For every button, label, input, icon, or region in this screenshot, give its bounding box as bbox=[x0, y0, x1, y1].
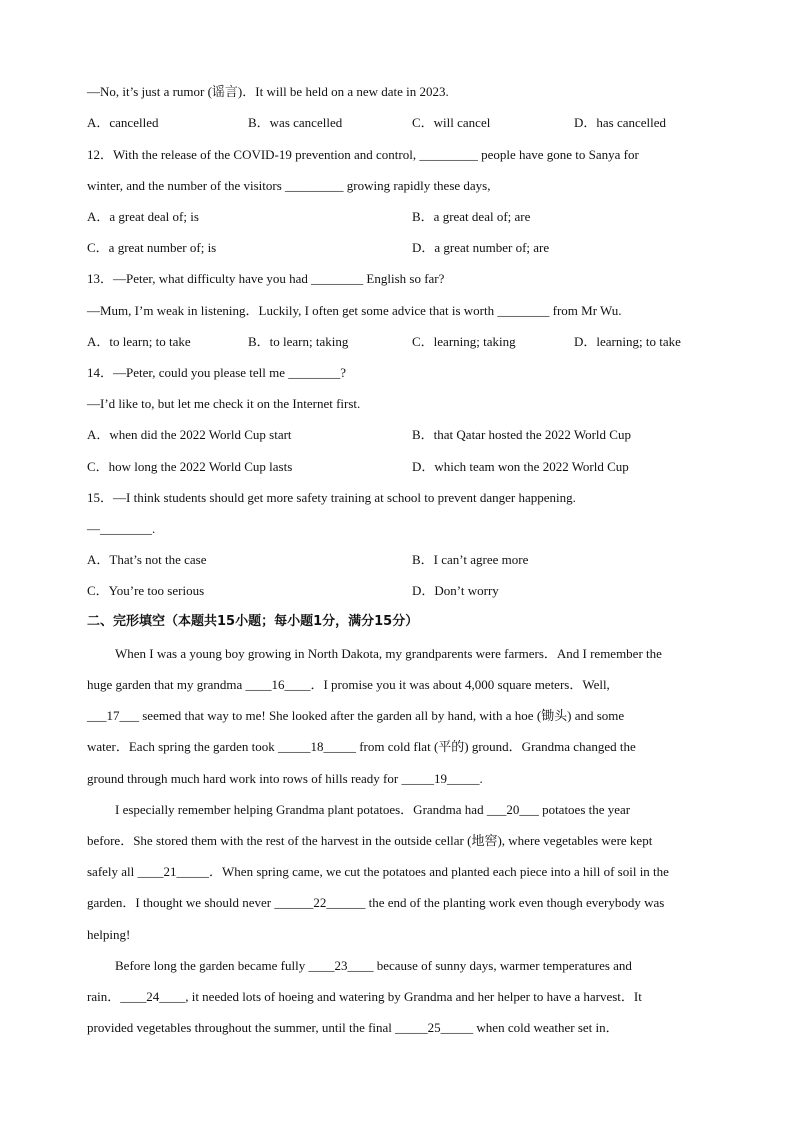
question-15-stem: 15．—I think students should get more safety training at school to prevent danger happening. bbox=[87, 490, 576, 505]
q13-option-d: D．learning; to take bbox=[574, 334, 681, 349]
q12-option-d: D．a great number of; are bbox=[412, 240, 550, 255]
passage-line: helping! bbox=[87, 927, 131, 942]
passage-line: Before long the garden became fully ____23____ because of sunny days, warmer temperatures and bbox=[115, 958, 632, 973]
question-13-stem: 13．—Peter, what difficulty have you had ________ English so far? bbox=[87, 271, 445, 286]
q14-option-c: C．how long the 2022 World Cup lasts bbox=[87, 459, 293, 474]
q11-option-a: A．cancelled bbox=[87, 115, 159, 130]
question-11-answer-line: —No, it’s just a rumor (谣言)．It will be held on a new date in 2023. bbox=[87, 84, 449, 99]
q14-option-a: A．when did the 2022 World Cup start bbox=[87, 427, 292, 442]
section-title-cloze: 二、完形填空（本题共15小题；每小题1分，满分15分） bbox=[87, 614, 419, 629]
passage-line: rain．____24____, it needed lots of hoeing and watering by Grandma and her helper to have a harvest．It bbox=[87, 989, 642, 1004]
question-14-stem: 14．—Peter, could you please tell me ________? bbox=[87, 365, 347, 380]
passage-line: water．Each spring the garden took _____18_____ from cold flat (平的) ground．Grandma changed the bbox=[87, 739, 636, 754]
question-12-stem: 12．With the release of the COVID-19 prevention and control, _________ people have gone to Sanya for bbox=[87, 147, 639, 162]
q13-option-a: A．to learn; to take bbox=[87, 334, 191, 349]
passage-line: provided vegetables throughout the summer, until the final _____25_____ when cold weather set in． bbox=[87, 1020, 619, 1035]
q11-option-b: B．was cancelled bbox=[248, 115, 343, 130]
q12-option-b: B．a great deal of; are bbox=[412, 209, 531, 224]
passage-line: ___17___ seemed that way to me! She looked after the garden all by hand, with a hoe (锄头) and some bbox=[87, 708, 625, 723]
q13-option-b: B．to learn; taking bbox=[248, 334, 349, 349]
q15-option-a: A．That’s not the case bbox=[87, 552, 207, 567]
q15-option-d: D．Don’t worry bbox=[412, 583, 499, 598]
q15-option-c: C．You’re too serious bbox=[87, 583, 205, 598]
q12-option-a: A．a great deal of; is bbox=[87, 209, 199, 224]
question-12-stem-cont: winter, and the number of the visitors _________ growing rapidly these days, bbox=[87, 178, 491, 193]
question-14-stem-cont: —I’d like to, but let me check it on the Internet first. bbox=[87, 396, 361, 411]
passage-line: garden．I thought we should never ______22______ the end of the planting work even though everybody was bbox=[87, 895, 665, 910]
question-13-stem-cont: —Mum, I’m weak in listening．Luckily, I often get some advice that is worth ________ from Mr Wu. bbox=[87, 303, 622, 318]
q15-option-b: B．I can’t agree more bbox=[412, 552, 529, 567]
q11-option-c: C．will cancel bbox=[412, 115, 491, 130]
passage-line: safely all ____21_____．When spring came, we cut the potatoes and planted each piece into a hill of soil in the bbox=[87, 864, 669, 879]
passage-line: I especially remember helping Grandma plant potatoes．Grandma had ___20___ potatoes the year bbox=[115, 802, 631, 817]
q13-option-c: C．learning; taking bbox=[412, 334, 516, 349]
question-15-stem-cont: —________. bbox=[87, 521, 156, 536]
passage-line: before．She stored them with the rest of the harvest in the outside cellar (地窖), where vegetables were kept bbox=[87, 833, 653, 848]
q12-option-c: C．a great number of; is bbox=[87, 240, 217, 255]
passage-line: When I was a young boy growing in North Dakota, my grandparents were farmers．And I remember the bbox=[115, 646, 662, 661]
q14-option-d: D．which team won the 2022 World Cup bbox=[412, 459, 629, 474]
q14-option-b: B．that Qatar hosted the 2022 World Cup bbox=[412, 427, 631, 442]
passage-line: huge garden that my grandma ____16____．I promise you it was about 4,000 square meters．Well, bbox=[87, 677, 610, 692]
q11-option-d: D．has cancelled bbox=[574, 115, 667, 130]
passage-line: ground through much hard work into rows of hills ready for _____19_____. bbox=[87, 771, 483, 786]
